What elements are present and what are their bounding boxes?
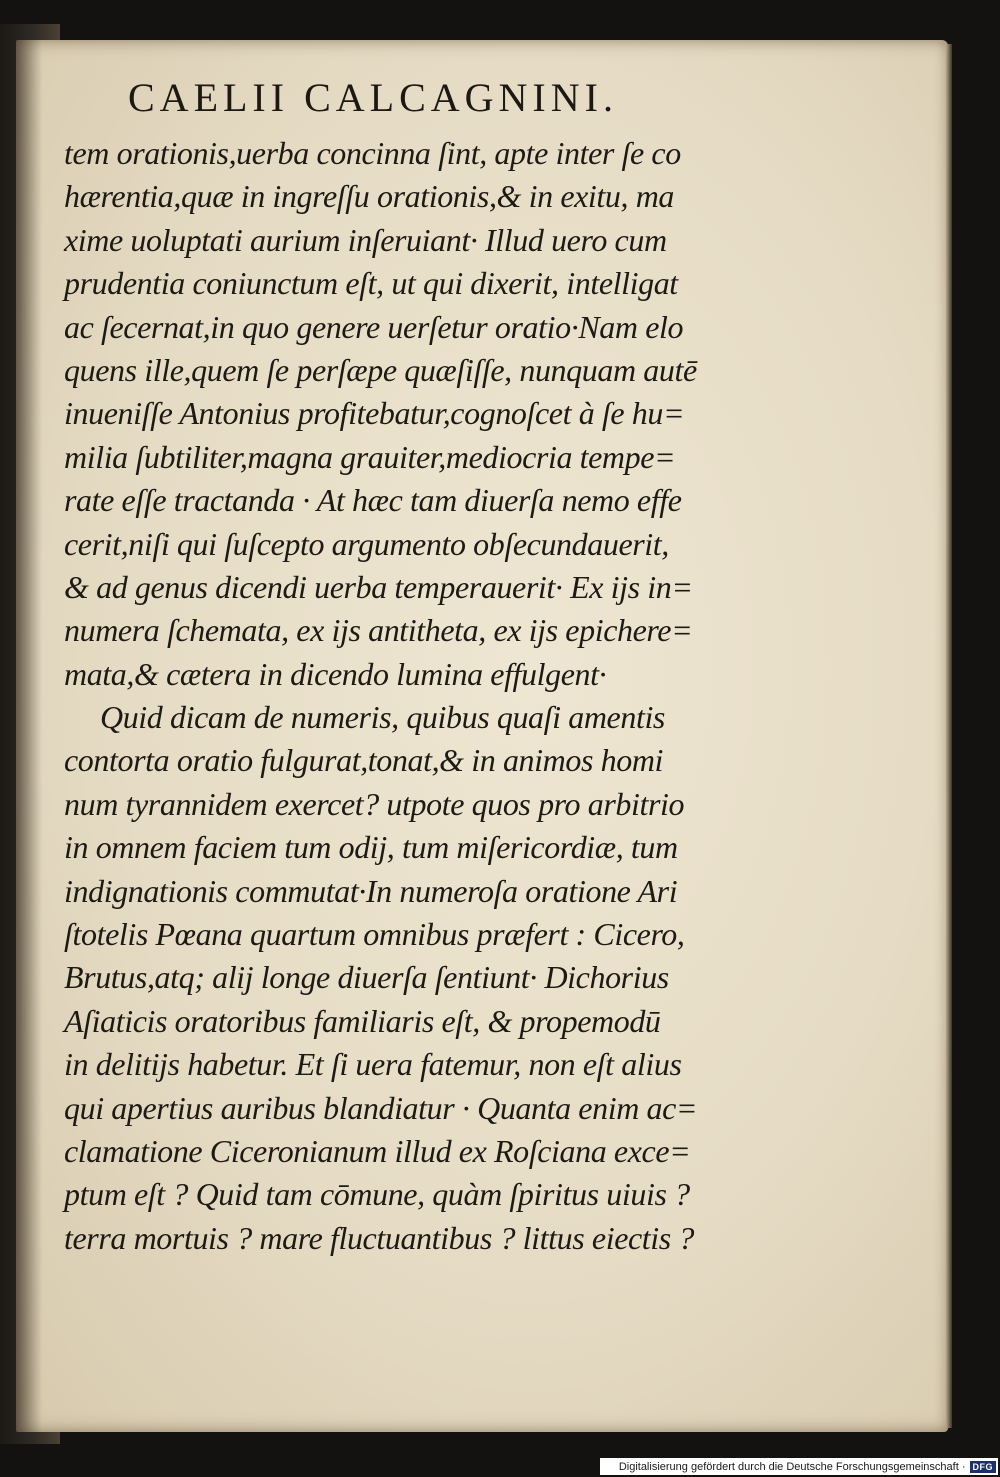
text-line: ptum eſt ? Quid tam cōmune, quàm ſpiritus uiuis ? <box>64 1176 690 1213</box>
text-line: in delitijs habetur. Et ſi uera fatemur, non eſt alius <box>64 1046 682 1083</box>
text-line: tem orationis,uerba concinna ſint, apte inter ſe co <box>64 135 681 171</box>
text-line: ſtotelis Pœana quartum omnibus præfert : Cicero, <box>64 916 685 953</box>
digitization-credit-bar <box>600 1458 998 1475</box>
text-line: rate eſſe tractanda · At hæc tam diuerſa nemo effe <box>64 482 682 519</box>
paragraph-first-line: Quid dicam de numeris, quibus quaſi amentis <box>100 699 665 736</box>
dfg-logo: DFG <box>970 1461 997 1473</box>
digitization-credit: Digitalisierung gefördert durch die Deutsche Forschungsgemeinschaft · <box>618 1460 966 1473</box>
running-title: CAELII CALCAGNINI. <box>128 75 618 120</box>
page-edge <box>946 44 952 1428</box>
text-line: contorta oratio fulgurat,tonat,& in animos homi <box>64 742 664 779</box>
text-line: terra mortuis ? mare fluctuantibus ? littus eiectis ? <box>64 1219 695 1256</box>
page-gutter-shadow <box>16 40 42 1432</box>
text-line: & ad genus dicendi uerba temperauerit· Ex ijs in= <box>64 568 693 605</box>
text-line: ac ſecernat,in quo genere uerſetur oratio·Nam elo <box>64 308 684 345</box>
text-line: in omnem faciem tum odij, tum miſericordiæ, tum <box>64 829 678 866</box>
text-line: num tyrannidem exercet? utpote quos pro arbitrio <box>64 785 685 822</box>
text-line: milia ſubtiliter,magna grauiter,mediocria tempe= <box>64 438 676 475</box>
text-line: inueniſſe Antonius profitebatur,cognoſcet à ſe hu= <box>64 395 685 432</box>
text-line: indignationis commutat·In numeroſa oratione Ari <box>64 872 678 909</box>
text-line: Aſiaticis oratoribus familiaris eſt, & propemodū <box>64 1002 661 1039</box>
text-line: hærentia,quæ in ingreſſu orationis,& in exitu, ma <box>64 178 675 215</box>
text-line: mata,& cætera in dicendo lumina effulgent· <box>64 655 607 692</box>
text-line: cerit,niſi qui ſuſcepto argumento obſecundauerit, <box>64 525 669 562</box>
text-line: numera ſchemata, ex ijs antitheta, ex ijs epichere= <box>64 612 693 649</box>
text-line: Brutus,atq; alij longe diuerſa ſentiunt· Dichorius <box>64 959 669 996</box>
text-line: prudentia coniunctum eſt, ut qui dixerit, intelligat <box>64 265 678 302</box>
text-line: qui apertius auribus blandiatur · Quanta enim ac= <box>64 1089 698 1126</box>
text-line: xime uoluptati aurium inſeruiant· Illud uero cum <box>64 221 667 258</box>
page-text-block <box>64 132 704 1260</box>
text-line: clamatione Ciceronianum illud ex Roſciana exce= <box>64 1132 691 1169</box>
text-line: quens ille,quem ſe perſæpe quæſiſſe, nunquam autē <box>64 351 697 388</box>
